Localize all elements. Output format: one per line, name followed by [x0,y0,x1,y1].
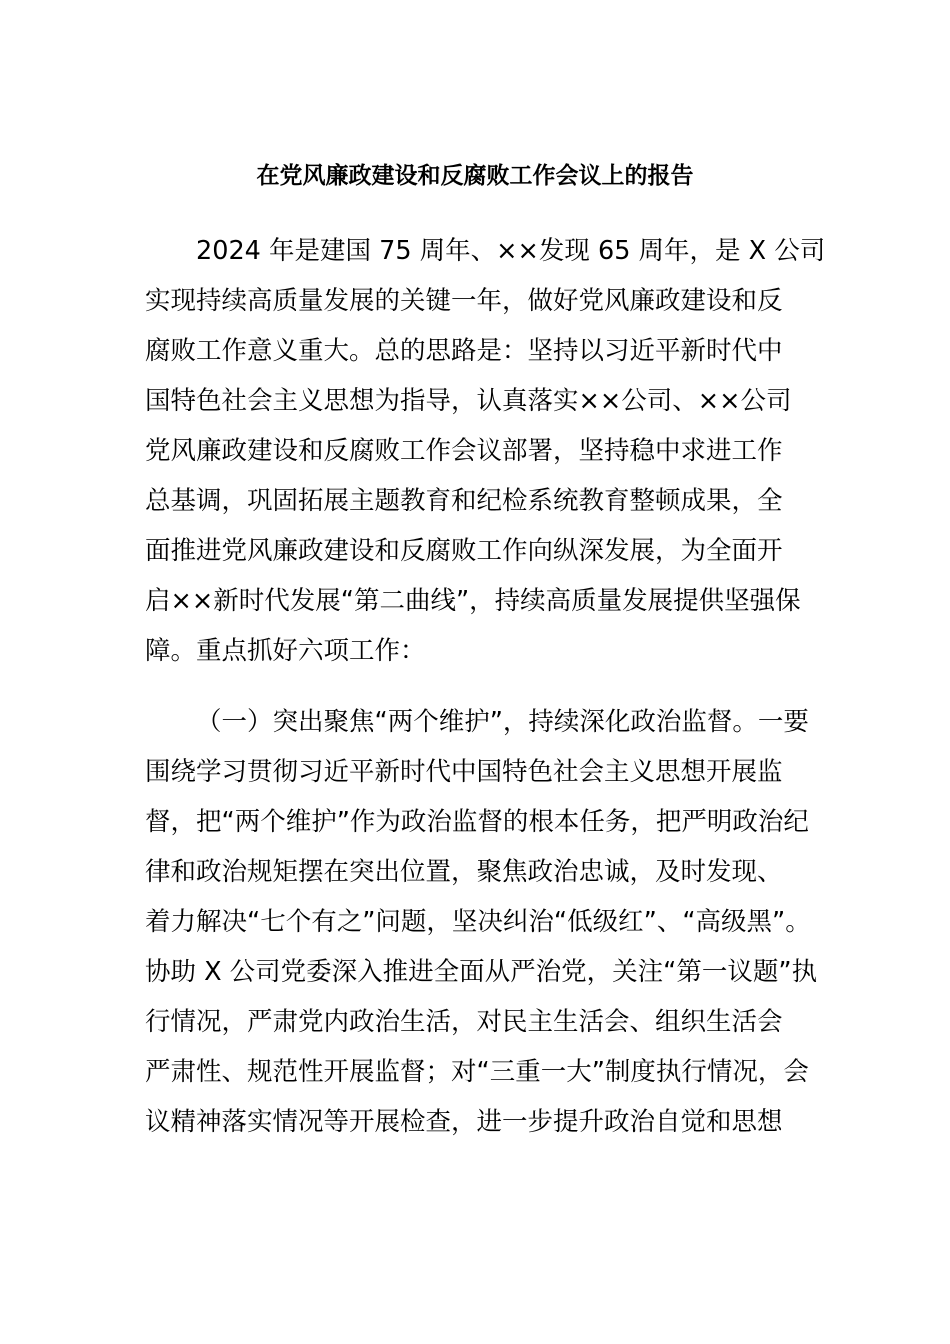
paragraph-line: 面推进党风廉政建设和反腐败工作向纵深发展，为全面开 [145,536,783,566]
paragraph-line: 行情况，严肃党内政治生活，对民主生活会、组织生活会 [145,1007,783,1037]
paragraph-line: 协助 X 公司党委深入推进全面从严治党，关注“第一议题”执 [145,957,818,987]
paragraph-line: 国特色社会主义思想为指导，认真落实××公司、××公司 [145,386,792,416]
paragraph-line: 着力解决“七个有之”问题，坚决纠治“低级红”、“高级黑”。 [145,907,811,937]
paragraph-line: 严肃性、规范性开展监督；对“三重一大”制度执行情况，会 [145,1057,809,1087]
paragraph-line: 议精神落实情况等开展检查，进一步提升政治自觉和思想 [145,1107,783,1137]
paragraph-line: 党风廉政建设和反腐败工作会议部署，坚持稳中求进工作 [145,436,783,466]
paragraph-line: 律和政治规矩摆在突出位置，聚焦政治忠诚，及时发现、 [145,857,783,887]
paragraph-section-one [145,697,818,1147]
paragraph-line: （一）突出聚焦“两个维护”，持续深化政治监督。一要 [196,707,809,737]
paragraph-line: 围绕学习贯彻习近平新时代中国特色社会主义思想开展监 [145,757,783,787]
document-title: 在党风廉政建设和反腐败工作会议上的报告 [256,163,694,189]
paragraph-line: 腐败工作意义重大。总的思路是：坚持以习近平新时代中 [145,336,783,366]
paragraph-line: 总基调，巩固拓展主题教育和纪检系统教育整顿成果，全 [145,486,783,516]
paragraph-line: 障。重点抓好六项工作： [145,636,426,666]
paragraph-line: 2024 年是建国 75 周年、××发现 65 周年，是 X 公司 [196,236,826,266]
paragraph-line: 督，把“两个维护”作为政治监督的根本任务，把严明政治纪 [145,807,809,837]
paragraph-overview [145,226,826,676]
paragraph-line: 启××新时代发展“第二曲线”，持续高质量发展提供坚强保 [145,586,801,616]
paragraph-line: 实现持续高质量发展的关键一年，做好党风廉政建设和反 [145,286,783,316]
